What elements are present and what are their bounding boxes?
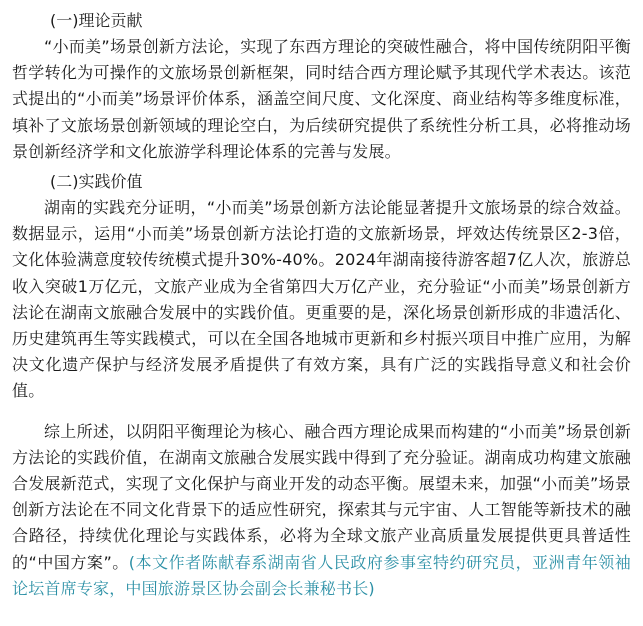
paragraph-conclusion (12, 419, 631, 602)
conclusion-text: 综上所述，以阴阳平衡理论为核心、融合西方理论成果而构建的“小而美”场景创新方法论的实践价值，在湖南文旅融合发展实践中得到了充分验证。湖南成功构建文旅融合发展新范式，实现了文化保护与商业开发的动态平衡。展望未来，加强“小而美”场景创新方法论在不同文化背景下的适应性研究，探索其与元宇宙、人工智能等新技术的融合路径，持续优化理论与实践体系，必将为全球文旅产业高质量发展提供更具普适性的“中国方案”。 (12, 421, 631, 572)
author-note: (本文作者陈献春系湖南省人民政府参事室特约研究员，亚洲青年领袖论坛首席专家，中国旅游景区协会副会长兼秘书长) (12, 552, 631, 598)
paragraph-practice: 湖南的实践充分证明，“小而美”场景创新方法论能显著提升文旅场景的综合效益。数据显示，运用“小而美”场景创新方法论打造的文旅新场景，坪效达传统景区2-3倍，文化体验满意度较传统模式提升30%-40%。2024年湖南接待游客超7亿人次，旅游总收入突破1万亿元，文旅产业成为全省第四大万亿产业，充分验证“小而美”场景创新方法论在湖南文旅融合发展中的实践价值。更重要的是，深化场景创新形成的非遗活化、历史建筑再生等实践模式，可以在全国各地城市更新和乡村振兴项目中推广应用，为解决文化遗产保护与经济发展矛盾提供了有效方案，具有广泛的实践指导意义和社会价值。 (12, 198, 631, 401)
section-heading-theory: (一)理论贡献 (50, 11, 143, 30)
spacer (12, 405, 631, 419)
paragraph-theory: “小而美”场景创新方法论，实现了东西方理论的突破性融合，将中国传统阴阳平衡哲学转化为可操作的文旅场景创新框架，同时结合西方理论赋予其现代学术表达。该范式提出的“小而美”场景评价体系，涵盖空间尺度、文化深度、商业结构等多维度标准，填补了文旅场景创新领域的理论空白，为后续研究提供了系统性分析工具，必将推动场景创新经济学和文化旅游学科理论体系的完善与发展。 (12, 37, 631, 161)
section-heading-practice: (二)实践价值 (50, 172, 143, 192)
